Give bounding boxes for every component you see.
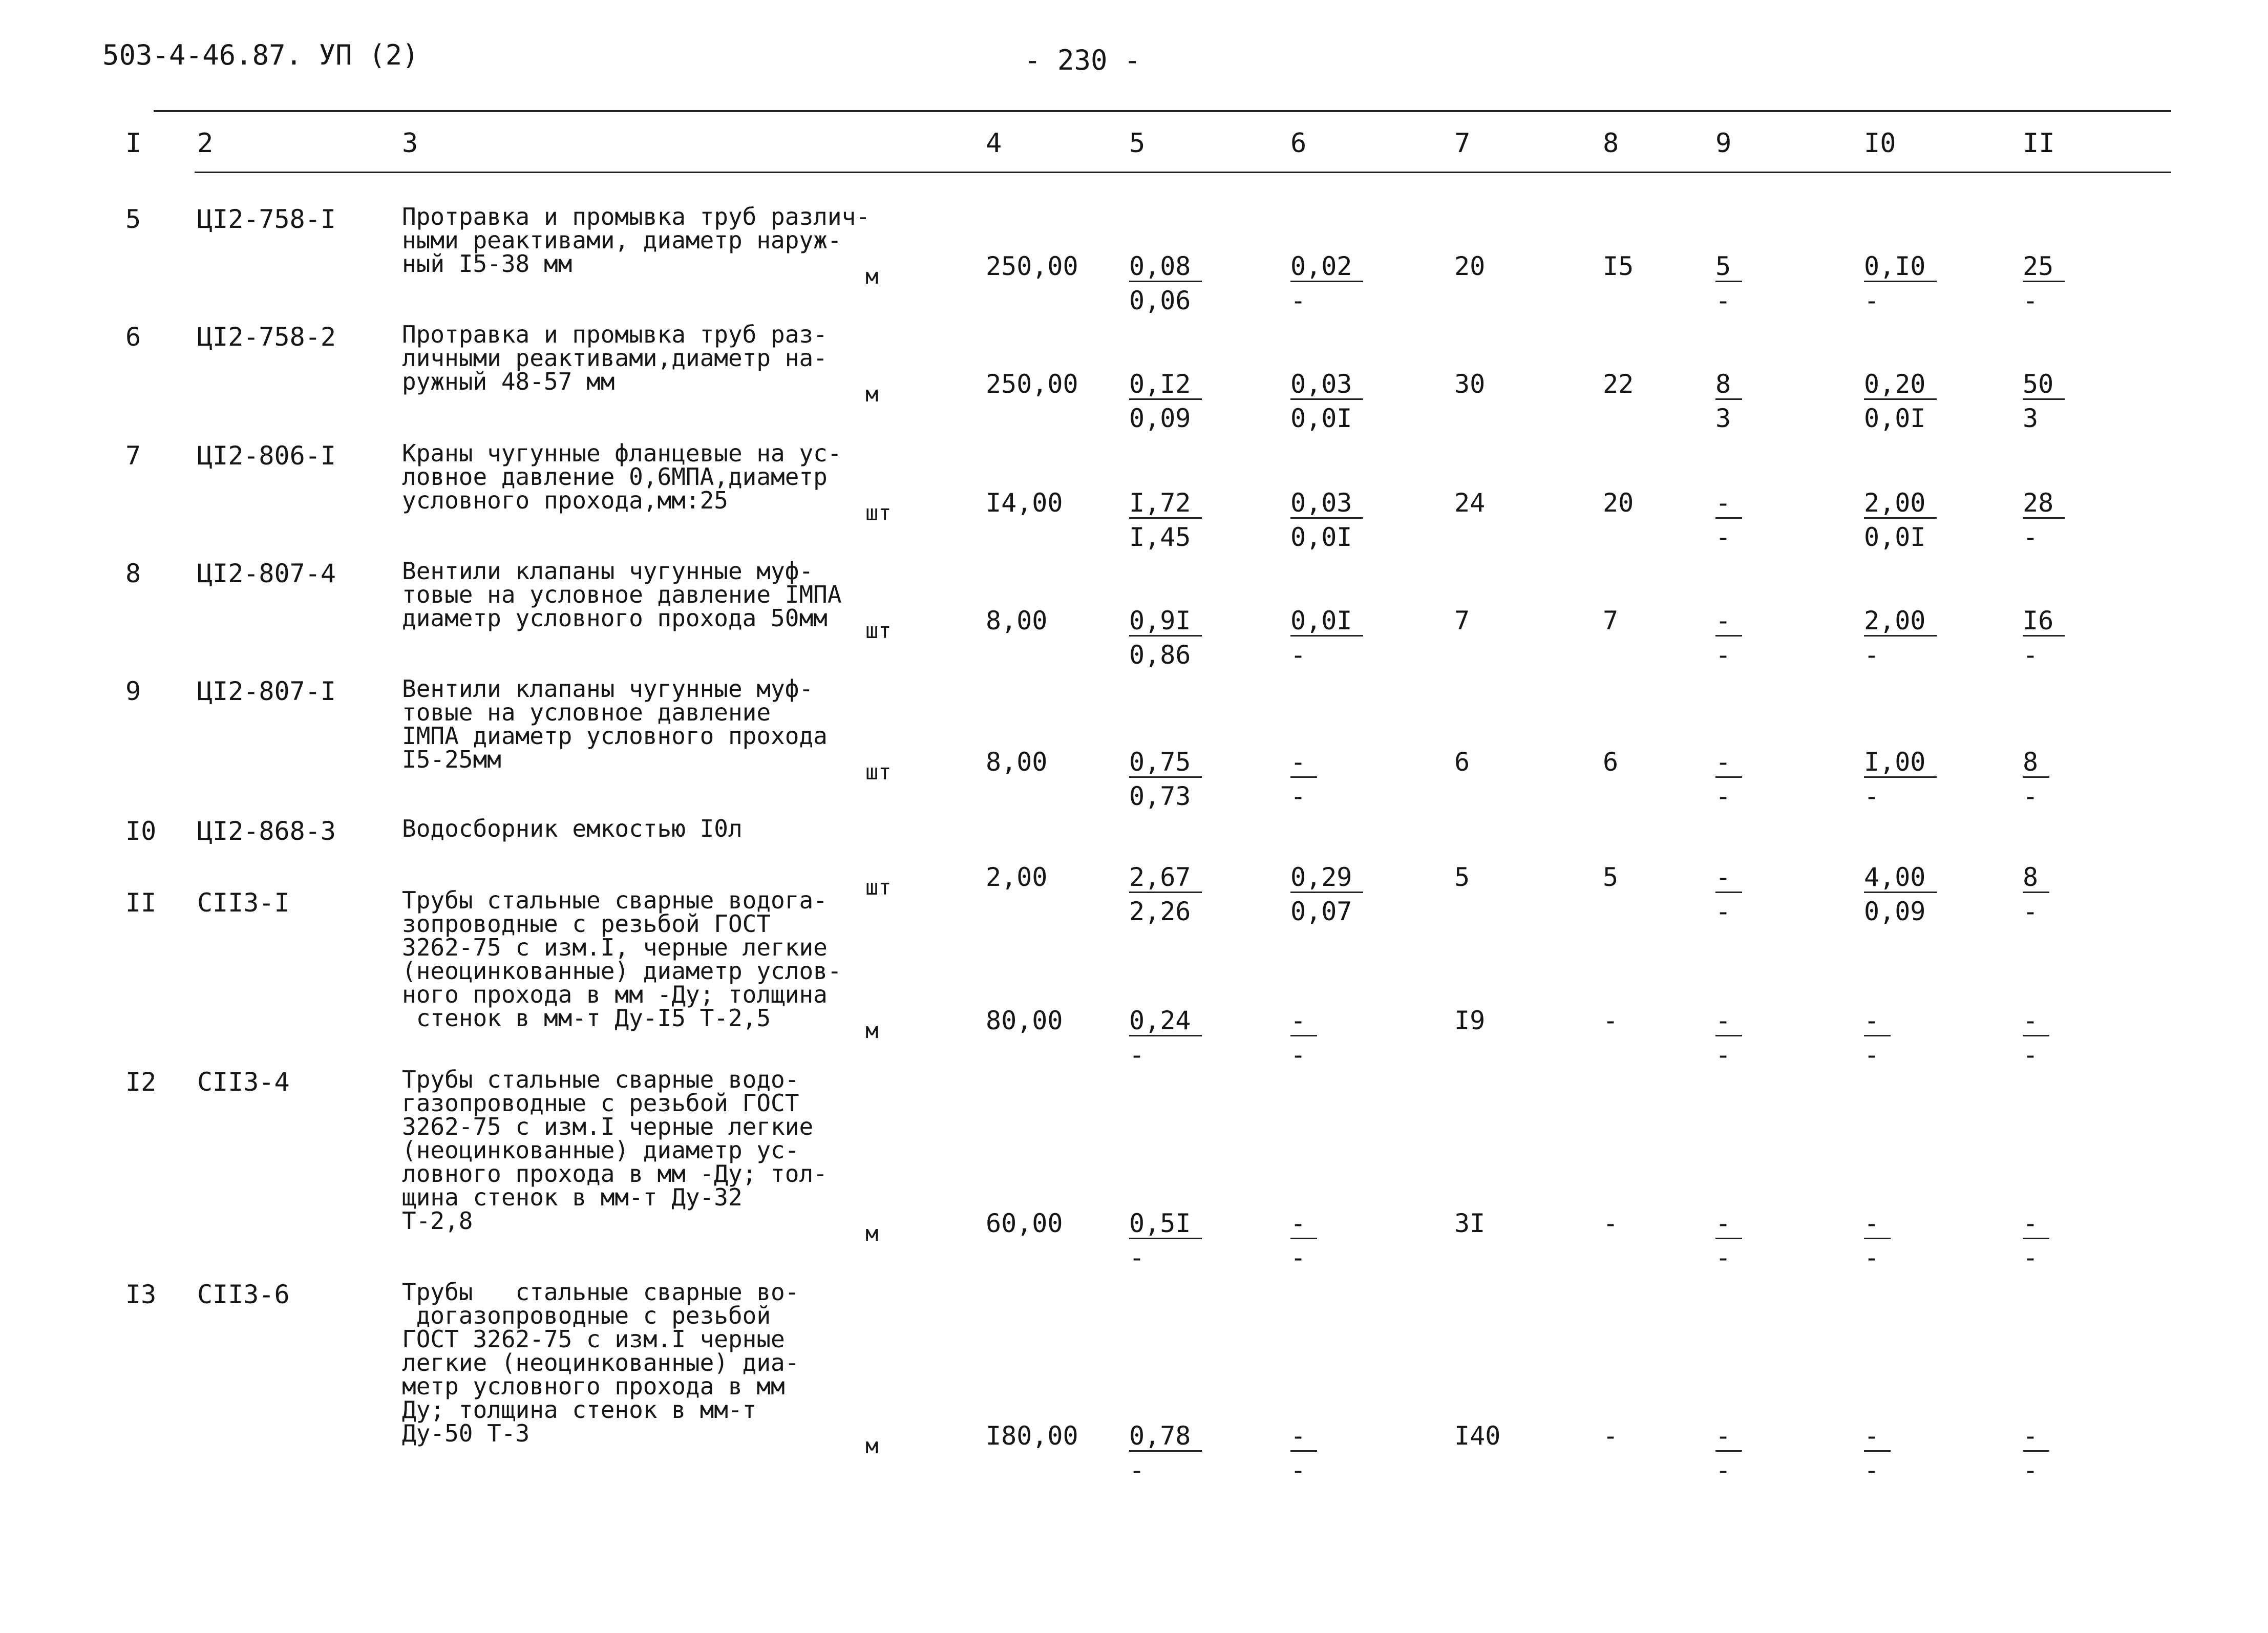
row-col11-denominator: - bbox=[2023, 1040, 2039, 1070]
row-col8: 6 bbox=[1603, 747, 1619, 777]
row-col8: 5 bbox=[1603, 862, 1619, 892]
row-col5-denominator: - bbox=[1129, 1040, 1145, 1070]
row-col5-denominator: - bbox=[1129, 1243, 1145, 1273]
row-col9 bbox=[1715, 748, 1742, 811]
row-col9-denominator: - bbox=[1715, 1243, 1731, 1273]
row-quantity: 60,00 bbox=[986, 1208, 1063, 1238]
row-code: ЦI2-758-2 bbox=[197, 322, 336, 352]
row-col11-numerator: - bbox=[2023, 1006, 2049, 1036]
row-col8: - bbox=[1603, 1208, 1619, 1238]
row-col5 bbox=[1129, 1006, 1202, 1069]
row-col5 bbox=[1129, 1422, 1202, 1484]
row-col5 bbox=[1129, 863, 1202, 926]
row-number: 8 bbox=[125, 559, 141, 588]
row-description: Вентили клапаны чугунные муф- товые на условное давление IМПА диаметр условного прохода I5-25мм bbox=[402, 675, 828, 773]
row-col9-denominator: - bbox=[1715, 640, 1731, 670]
row-col5-denominator: 2,26 bbox=[1129, 897, 1191, 926]
row-col8: 22 bbox=[1603, 369, 1634, 399]
row-col10 bbox=[1864, 748, 1937, 811]
row-unit: м bbox=[865, 264, 879, 289]
column-header-4: 4 bbox=[986, 128, 1002, 159]
row-col10 bbox=[1864, 252, 1937, 315]
row-col11-denominator: - bbox=[2023, 640, 2039, 670]
row-col9 bbox=[1715, 606, 1742, 669]
row-col5-numerator: 2,67 bbox=[1129, 863, 1202, 893]
row-quantity: 250,00 bbox=[986, 369, 1078, 399]
row-col5 bbox=[1129, 370, 1202, 433]
row-col9-numerator: 8 bbox=[1715, 370, 1742, 400]
row-description: Краны чугунные фланцевые на ус- ловное давление 0,6МПА,диаметр условного прохода,мм:25 bbox=[402, 439, 842, 514]
row-col11-numerator: - bbox=[2023, 1422, 2049, 1452]
row-col11-numerator: 28 bbox=[2023, 489, 2065, 519]
row-col10 bbox=[1864, 489, 1937, 552]
row-col9-denominator: 3 bbox=[1715, 404, 1731, 433]
row-col6 bbox=[1290, 863, 1363, 926]
row-col6-numerator: - bbox=[1290, 1006, 1317, 1036]
row-col7: 5 bbox=[1454, 862, 1470, 892]
row-col6-numerator: 0,03 bbox=[1290, 489, 1363, 519]
row-col11-denominator: - bbox=[2023, 522, 2039, 552]
row-code: СII3-6 bbox=[197, 1280, 290, 1309]
row-quantity: 2,00 bbox=[986, 862, 1048, 892]
row-code: ЦI2-806-I bbox=[197, 441, 336, 471]
row-number: 9 bbox=[125, 676, 141, 706]
row-col6 bbox=[1290, 1422, 1317, 1484]
row-col9-denominator: - bbox=[1715, 286, 1731, 315]
row-col6-denominator: - bbox=[1290, 781, 1306, 811]
row-col11-numerator: 8 bbox=[2023, 748, 2049, 778]
row-description: Трубы стальные сварные водога- зопроводные с резьбой ГОСТ 3262-75 с изм.I, черные легкие (неоцинкованные) диаметр услов- ного прохода в мм -Ду; толщина стенок в мм-т Ду-I5 Т-2,5 bbox=[402, 886, 842, 1032]
row-description: Протравка и промывка труб различ- ными реактивами, диаметр наруж- ный I5-38 мм bbox=[402, 203, 870, 278]
row-col10-denominator: 0,0I bbox=[1864, 404, 1926, 433]
row-col6 bbox=[1290, 489, 1363, 552]
row-col9 bbox=[1715, 370, 1742, 433]
row-col6 bbox=[1290, 1006, 1317, 1069]
row-quantity: I80,00 bbox=[986, 1421, 1078, 1451]
row-col10-numerator: 2,00 bbox=[1864, 489, 1937, 519]
row-col5 bbox=[1129, 489, 1202, 552]
row-col10-denominator: - bbox=[1864, 1243, 1880, 1273]
row-col6 bbox=[1290, 606, 1363, 669]
row-code: ЦI2-758-I bbox=[197, 204, 336, 234]
row-col8: 7 bbox=[1603, 606, 1619, 635]
row-col5-numerator: 0,24 bbox=[1129, 1006, 1202, 1036]
row-col6-denominator: - bbox=[1290, 640, 1306, 670]
row-number: II bbox=[125, 888, 157, 918]
row-col9-numerator: - bbox=[1715, 1209, 1742, 1239]
row-col11-denominator: - bbox=[2023, 897, 2039, 926]
row-unit: м bbox=[865, 381, 879, 407]
row-col11 bbox=[2023, 606, 2065, 669]
row-unit: шт bbox=[865, 875, 892, 900]
row-col5 bbox=[1129, 606, 1202, 669]
row-col10 bbox=[1864, 1006, 1891, 1069]
row-col10-denominator: - bbox=[1864, 1040, 1880, 1070]
row-col6 bbox=[1290, 1209, 1317, 1272]
row-col5-numerator: 0,78 bbox=[1129, 1422, 1202, 1452]
row-col10-numerator: - bbox=[1864, 1422, 1891, 1452]
row-col6-denominator: 0,0I bbox=[1290, 522, 1352, 552]
row-col8: 20 bbox=[1603, 488, 1634, 518]
row-col5 bbox=[1129, 252, 1202, 315]
row-col9 bbox=[1715, 1209, 1742, 1272]
document-code: 503-4-46.87. УП (2) bbox=[102, 39, 419, 71]
row-col10-numerator: 2,00 bbox=[1864, 606, 1937, 637]
row-unit: шт bbox=[865, 759, 892, 784]
row-col9-numerator: 5 bbox=[1715, 252, 1742, 282]
row-col11-denominator: - bbox=[2023, 1455, 2039, 1485]
row-col9 bbox=[1715, 1422, 1742, 1484]
row-col9-numerator: - bbox=[1715, 748, 1742, 778]
row-col9-denominator: - bbox=[1715, 781, 1731, 811]
row-description: Трубы стальные сварные водо- газопроводные с резьбой ГОСТ 3262-75 с изм.I черные легкие (неоцинкованные) диаметр ус- ловного прохода в мм -Ду; тол- щина стенок в мм-т Ду-32 Т-2,8 bbox=[402, 1066, 828, 1235]
row-col6-numerator: 0,03 bbox=[1290, 370, 1363, 400]
row-col6-numerator: 0,0I bbox=[1290, 606, 1363, 637]
row-unit: м bbox=[865, 1433, 879, 1458]
row-col6-denominator: - bbox=[1290, 1040, 1306, 1070]
row-col11 bbox=[2023, 370, 2065, 433]
row-quantity: 250,00 bbox=[986, 251, 1078, 281]
row-col10-numerator: 0,I0 bbox=[1864, 252, 1937, 282]
row-col9-denominator: - bbox=[1715, 1455, 1731, 1485]
row-quantity: 8,00 bbox=[986, 747, 1048, 777]
row-col9 bbox=[1715, 489, 1742, 552]
row-col11 bbox=[2023, 489, 2065, 552]
row-col6-numerator: - bbox=[1290, 1209, 1317, 1239]
row-col11-denominator: - bbox=[2023, 781, 2039, 811]
column-header-8: 8 bbox=[1603, 128, 1619, 159]
row-col10-denominator: - bbox=[1864, 640, 1880, 670]
row-col6-numerator: 0,02 bbox=[1290, 252, 1363, 282]
row-number: 5 bbox=[125, 204, 141, 234]
row-description: Трубы стальные сварные во- догазопроводные с резьбой ГОСТ 3262-75 с изм.I черные легкие (неоцинкованные) диа- метр условного прохода в мм Ду; толщина стенок в мм-т Ду-50 Т-3 bbox=[402, 1278, 799, 1447]
row-number: 7 bbox=[125, 441, 141, 471]
row-description: Водосборник емкостью I0л bbox=[402, 815, 743, 842]
row-col5-denominator: 0,86 bbox=[1129, 640, 1191, 670]
header-top-rule bbox=[154, 110, 2171, 112]
row-quantity: 80,00 bbox=[986, 1006, 1063, 1035]
row-col10-denominator: - bbox=[1864, 286, 1880, 315]
row-col10-numerator: I,00 bbox=[1864, 748, 1937, 778]
row-col10-numerator: 0,20 bbox=[1864, 370, 1937, 400]
column-header-7: 7 bbox=[1454, 128, 1471, 159]
row-col5-denominator: 0,06 bbox=[1129, 286, 1191, 315]
row-number: I3 bbox=[125, 1280, 157, 1309]
row-col9-denominator: - bbox=[1715, 897, 1731, 926]
row-col11 bbox=[2023, 1209, 2049, 1272]
row-col6-denominator: - bbox=[1290, 1243, 1306, 1273]
row-code: СII3-I bbox=[197, 888, 290, 918]
row-number: I2 bbox=[125, 1067, 157, 1097]
row-col9-denominator: - bbox=[1715, 1040, 1731, 1070]
row-col11-numerator: 25 bbox=[2023, 252, 2065, 282]
row-quantity: 8,00 bbox=[986, 606, 1048, 635]
row-col5 bbox=[1129, 748, 1202, 811]
row-col5-numerator: 0,08 bbox=[1129, 252, 1202, 282]
row-code: ЦI2-868-3 bbox=[197, 816, 336, 846]
row-col6-numerator: 0,29 bbox=[1290, 863, 1363, 893]
row-col11 bbox=[2023, 863, 2049, 926]
row-col9-numerator: - bbox=[1715, 863, 1742, 893]
row-description: Протравка и промывка труб раз- личными реактивами,диаметр на- ружный 48-57 мм bbox=[402, 321, 828, 395]
page-number: - 230 - bbox=[1024, 44, 1141, 76]
row-col11-numerator: 50 bbox=[2023, 370, 2065, 400]
row-col11-denominator: 3 bbox=[2023, 404, 2039, 433]
row-col7: 3I bbox=[1454, 1208, 1486, 1238]
row-col9-numerator: - bbox=[1715, 1422, 1742, 1452]
row-col6-denominator: 0,07 bbox=[1290, 897, 1352, 926]
column-header-1: I bbox=[125, 128, 142, 159]
column-header-10: I0 bbox=[1864, 128, 1896, 159]
row-number: 6 bbox=[125, 322, 141, 352]
row-col5-denominator: - bbox=[1129, 1455, 1145, 1485]
row-col5-numerator: 0,75 bbox=[1129, 748, 1202, 778]
row-col7: 30 bbox=[1454, 369, 1486, 399]
row-col9-numerator: - bbox=[1715, 1006, 1742, 1036]
row-col11-denominator: - bbox=[2023, 1243, 2039, 1273]
row-col11-numerator: 8 bbox=[2023, 863, 2049, 893]
row-code: ЦI2-807-4 bbox=[197, 559, 336, 588]
row-col10-denominator: - bbox=[1864, 781, 1880, 811]
row-col6 bbox=[1290, 370, 1363, 433]
row-col5-denominator: 0,09 bbox=[1129, 404, 1191, 433]
header-bottom-rule bbox=[195, 172, 2171, 173]
row-col6-numerator: - bbox=[1290, 1422, 1317, 1452]
column-header-2: 2 bbox=[197, 128, 214, 159]
row-col10-denominator: 0,09 bbox=[1864, 897, 1926, 926]
row-col6-denominator: - bbox=[1290, 286, 1306, 315]
row-col5-numerator: 0,I2 bbox=[1129, 370, 1202, 400]
row-code: ЦI2-807-I bbox=[197, 676, 336, 706]
row-unit: м bbox=[865, 1221, 879, 1246]
row-col8: - bbox=[1603, 1421, 1619, 1451]
row-col9-denominator: - bbox=[1715, 522, 1731, 552]
row-col6-numerator: - bbox=[1290, 748, 1317, 778]
row-col6 bbox=[1290, 252, 1363, 315]
column-header-3: 3 bbox=[402, 128, 418, 159]
row-unit: шт bbox=[865, 500, 892, 525]
row-col10 bbox=[1864, 1422, 1891, 1484]
row-col10-denominator: 0,0I bbox=[1864, 522, 1926, 552]
row-col11 bbox=[2023, 252, 2065, 315]
row-unit: шт bbox=[865, 618, 892, 643]
row-col8: I5 bbox=[1603, 251, 1634, 281]
row-col7: I40 bbox=[1454, 1421, 1501, 1451]
row-col6-denominator: 0,0I bbox=[1290, 404, 1352, 433]
row-col5-denominator: 0,73 bbox=[1129, 781, 1191, 811]
row-quantity: I4,00 bbox=[986, 488, 1063, 518]
row-col5-denominator: I,45 bbox=[1129, 522, 1191, 552]
row-col7: 20 bbox=[1454, 251, 1486, 281]
row-col11-numerator: - bbox=[2023, 1209, 2049, 1239]
row-col11-numerator: I6 bbox=[2023, 606, 2065, 637]
row-col7: 7 bbox=[1454, 606, 1470, 635]
row-col5-numerator: I,72 bbox=[1129, 489, 1202, 519]
column-header-6: 6 bbox=[1290, 128, 1307, 159]
row-col11-denominator: - bbox=[2023, 286, 2039, 315]
row-col11 bbox=[2023, 1006, 2049, 1069]
column-header-5: 5 bbox=[1129, 128, 1146, 159]
row-col10-numerator: - bbox=[1864, 1209, 1891, 1239]
row-col5 bbox=[1129, 1209, 1202, 1272]
row-col5-numerator: 0,5I bbox=[1129, 1209, 1202, 1239]
row-col10-numerator: 4,00 bbox=[1864, 863, 1937, 893]
row-col8: - bbox=[1603, 1006, 1619, 1035]
row-number: I0 bbox=[125, 816, 157, 846]
row-col9 bbox=[1715, 863, 1742, 926]
row-description: Вентили клапаны чугунные муф- товые на условное давление IМПА диаметр условного прохода 50мм bbox=[402, 557, 842, 632]
row-code: СII3-4 bbox=[197, 1067, 290, 1097]
row-col6-denominator: - bbox=[1290, 1455, 1306, 1485]
row-col7: 6 bbox=[1454, 747, 1470, 777]
column-header-11: II bbox=[2023, 128, 2055, 159]
row-col7: I9 bbox=[1454, 1006, 1486, 1035]
row-col9-numerator: - bbox=[1715, 489, 1742, 519]
row-col11 bbox=[2023, 1422, 2049, 1484]
row-col6 bbox=[1290, 748, 1317, 811]
row-col10-numerator: - bbox=[1864, 1006, 1891, 1036]
row-col7: 24 bbox=[1454, 488, 1486, 518]
row-col5-numerator: 0,9I bbox=[1129, 606, 1202, 637]
row-col9 bbox=[1715, 1006, 1742, 1069]
row-col9-numerator: - bbox=[1715, 606, 1742, 637]
column-header-9: 9 bbox=[1715, 128, 1732, 159]
row-col10 bbox=[1864, 370, 1937, 433]
row-col10-denominator: - bbox=[1864, 1455, 1880, 1485]
row-col11 bbox=[2023, 748, 2049, 811]
row-unit: м bbox=[865, 1018, 879, 1043]
row-col10 bbox=[1864, 1209, 1891, 1272]
row-col10 bbox=[1864, 863, 1937, 926]
row-col9 bbox=[1715, 252, 1742, 315]
row-col10 bbox=[1864, 606, 1937, 669]
